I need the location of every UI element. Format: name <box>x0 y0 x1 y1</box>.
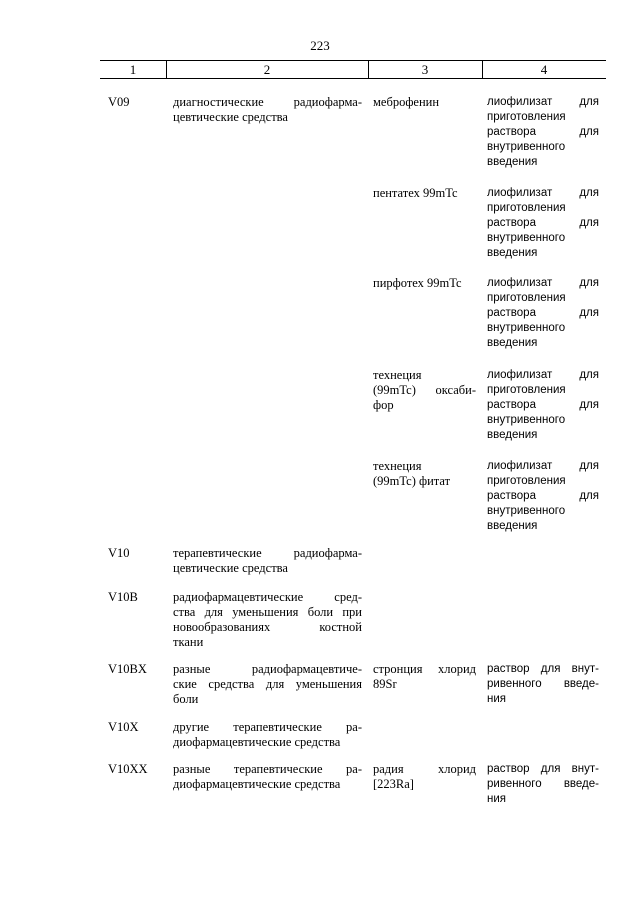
atc-code: V09 <box>108 95 130 109</box>
dosage-form-line: приготовления <box>487 292 566 304</box>
dosage-form-line: внутривенного <box>487 322 566 334</box>
dosage-form-line: ния <box>487 693 507 705</box>
header-col-1: 1 <box>129 62 137 77</box>
group-name-line: диофармацевтические средства <box>173 777 341 791</box>
group-name-line: радиофармацевтические сред- <box>173 590 362 604</box>
group-name-line: диагностические радиофарма- <box>173 95 362 109</box>
dosage-form-line: введения <box>487 247 538 259</box>
group-name-line: разные радиофармацевтиче- <box>173 662 362 676</box>
dosage-form-line: приготовления <box>487 111 566 123</box>
group-name <box>173 720 362 750</box>
drug-name <box>373 95 476 110</box>
dosage-form-line: внутривенного <box>487 414 566 426</box>
atc-code: V10B <box>108 590 138 604</box>
atc-code: V10XX <box>108 762 148 776</box>
dosage-form-line: введения <box>487 520 538 532</box>
dosage-form-line: введения <box>487 156 538 168</box>
group-name <box>173 662 362 707</box>
dosage-form <box>487 95 599 170</box>
dosage-form-line: ривенного введе- <box>487 778 599 790</box>
dosage-form-line: приготовления <box>487 475 566 487</box>
group-name-line: разные терапевтические ра- <box>173 762 362 776</box>
dosage-form-line: приготовления <box>487 384 566 396</box>
drug-name-line: меброфенин <box>373 95 440 109</box>
group-name-line: цевтические средства <box>173 110 288 124</box>
table-header <box>100 60 606 79</box>
drug-name <box>373 186 476 201</box>
drug-name <box>373 368 476 413</box>
dosage-form-line: приготовления <box>487 202 566 214</box>
atc-code: V10X <box>108 720 139 734</box>
dosage-form-line: раствора для <box>487 217 599 229</box>
drug-name-line: технеция <box>373 459 422 473</box>
dosage-form-line: раствора для <box>487 126 599 138</box>
group-name-line: ские средства для уменьшения <box>173 677 362 691</box>
atc-code: V10BX <box>108 662 147 676</box>
dosage-form <box>487 186 599 261</box>
drug-name-line: стронция хлорид <box>373 662 476 676</box>
drug-name-line: пентатех 99mTc <box>373 186 458 200</box>
dosage-form-line: лиофилизат для <box>487 369 599 381</box>
dosage-form <box>487 459 599 534</box>
dosage-form-line: введения <box>487 429 538 441</box>
header-col-3: 3 <box>421 62 429 77</box>
drug-name-line: (99mTc) оксаби- <box>373 383 476 397</box>
group-name-line: терапевтические радиофарма- <box>173 546 362 560</box>
drug-name <box>373 459 476 489</box>
header-col-2: 2 <box>263 62 271 77</box>
dosage-form-line: внутривенного <box>487 141 566 153</box>
drug-name-line: (99mTc) фитат <box>373 474 451 488</box>
drug-name-line: радия хлорид <box>373 762 476 776</box>
drug-name <box>373 662 476 692</box>
header-col-4: 4 <box>540 62 548 77</box>
dosage-form <box>487 368 599 443</box>
dosage-form-line: введения <box>487 337 538 349</box>
dosage-form-line: раствора для <box>487 490 599 502</box>
dosage-form-line: раствор для внут- <box>487 763 599 775</box>
drug-name <box>373 762 476 792</box>
group-name <box>173 95 362 125</box>
drug-name-line: технеция <box>373 368 422 382</box>
dosage-form-line: ния <box>487 793 507 805</box>
drug-name <box>373 276 476 291</box>
dosage-form <box>487 662 599 707</box>
dosage-form-line: лиофилизат для <box>487 96 599 108</box>
group-name <box>173 762 362 792</box>
dosage-form-line: лиофилизат для <box>487 277 599 289</box>
group-name-line: диофармацевтические средства <box>173 735 341 749</box>
dosage-form-line: лиофилизат для <box>487 187 599 199</box>
group-name-line: боли <box>173 692 199 706</box>
dosage-form-line: ривенного введе- <box>487 678 599 690</box>
dosage-form-line: раствора для <box>487 399 599 411</box>
dosage-form <box>487 276 599 351</box>
drug-name-line: [223Ra] <box>373 777 414 791</box>
dosage-form-line: внутривенного <box>487 232 566 244</box>
atc-code: V10 <box>108 546 130 560</box>
group-name-line: цевтические средства <box>173 561 288 575</box>
drug-name-line: фор <box>373 398 394 412</box>
drug-name-line: 89Sr <box>373 677 397 691</box>
page-number: 223 <box>310 38 330 53</box>
group-name <box>173 590 362 650</box>
group-name-line: другие терапевтические ра- <box>173 720 362 734</box>
dosage-form <box>487 762 599 807</box>
group-name-line: ткани <box>173 635 204 649</box>
dosage-form-line: лиофилизат для <box>487 460 599 472</box>
group-name <box>173 546 362 576</box>
dosage-form-line: раствор для внут- <box>487 663 599 675</box>
dosage-form-line: раствора для <box>487 307 599 319</box>
dosage-form-line: внутривенного <box>487 505 566 517</box>
group-name-line: ства для уменьшения боли при <box>173 605 362 619</box>
drug-name-line: пирфотех 99mTc <box>373 276 462 290</box>
group-name-line: новообразованиях костной <box>173 620 362 634</box>
